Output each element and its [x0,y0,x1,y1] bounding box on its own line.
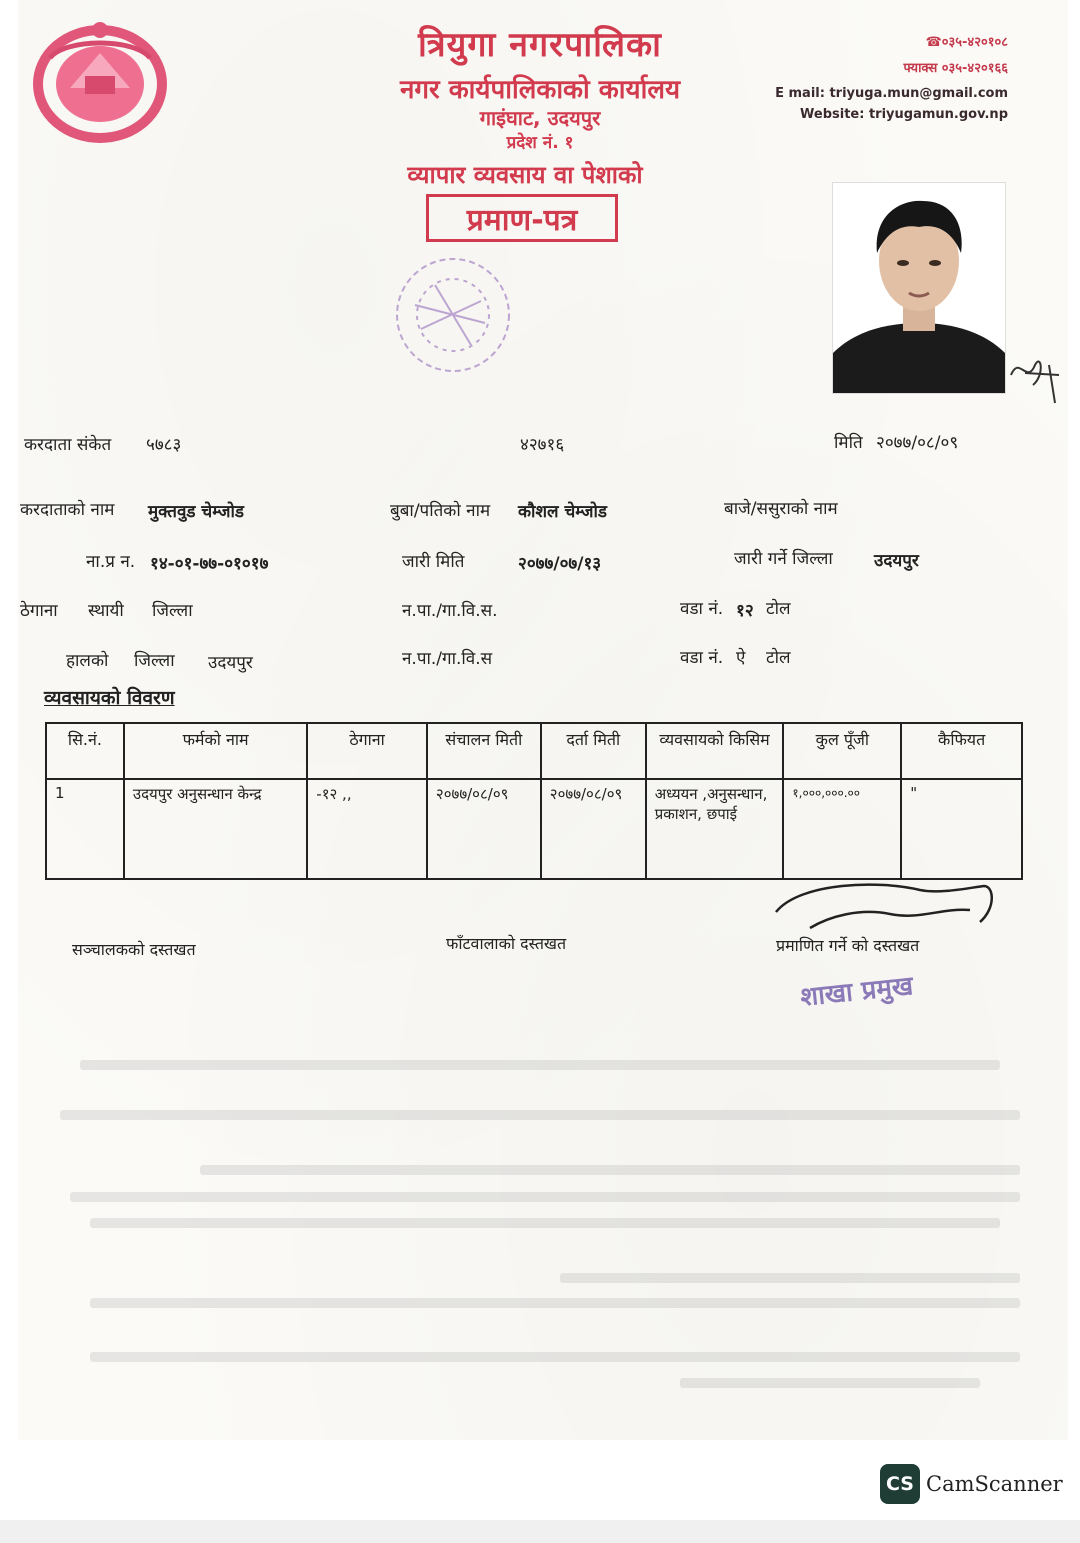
column-header-registration-date: दर्ता मिती [541,723,646,779]
faded-text-line [70,1192,1020,1202]
grandfather-name-label: बाजे/ससुराको नाम [724,499,838,519]
camscanner-logo-icon: CS [880,1464,920,1504]
citizenship-value: १४-०१-७७-०१०१७ [150,554,269,574]
column-header-capital: कुल पूँजी [783,723,901,779]
section-chief-stamp: शाखा प्रमुख [798,971,915,1013]
issue-district-label: जारी गर्ने जिल्ला [734,549,833,569]
date-label: मिति [834,433,863,453]
registration-number: ४२७१६ [520,435,565,455]
faded-text-line [680,1378,980,1388]
fatwala-signature-label: फाँटवालाको दस्तखत [446,934,567,953]
current-ward-label: वडा नं. [680,648,724,668]
table-header-row [46,723,1022,779]
cell-address: -१२ ,, [307,779,427,879]
issue-district-value: उदयपुर [874,551,919,571]
date-value: २०७७/०८/०९ [876,433,959,453]
permanent-ward-value: १२ [736,601,754,621]
municipality-name: त्रियुगा नगरपालिका [418,25,662,65]
current-municipality-label: न.पा./गा.वि.स [402,649,493,669]
taxpayer-code-value: ५७८३ [146,435,182,455]
taxpayer-name-label: करदाताको नाम [20,500,115,520]
current-ward-value: ऐ [736,648,746,668]
current-district-value: उदयपुर [208,653,253,673]
website-address: Website: triyugamun.gov.np [800,107,1008,122]
faded-text-line [60,1110,1020,1120]
father-name-label: बुबा/पतिको नाम [390,501,491,521]
table-row [46,779,1022,879]
faded-text-line [560,1273,1020,1283]
business-table [45,722,1023,880]
column-header-remarks: कैफियत [901,723,1022,779]
province-number: प्रदेश नं. १ [506,133,574,153]
column-header-business-type: व्यवसायको किसिम [646,723,784,779]
issue-date-value: २०७७/०७/१३ [518,554,602,574]
column-header-sn: सि.नं. [46,723,124,779]
cell-operation-date: २०७७/०८/०९ [427,779,541,879]
column-header-operation-date: संचालन मिती [427,723,541,779]
permanent-type: स्थायी [88,601,124,621]
permanent-address-label: ठेगाना [20,601,58,621]
current-district-label: जिल्ला [134,651,175,671]
email-address: E mail: triyuga.mun@gmail.com [775,86,1008,101]
faded-text-line [200,1165,1020,1175]
faded-text-line [80,1060,1000,1070]
faded-text-line [90,1298,1020,1308]
person-photo-icon [833,183,1005,393]
cell-capital: १,०००,०००.०० [783,779,901,879]
business-section-title: व्यवसायको विवरण [44,687,175,709]
bottom-edge [0,1520,1080,1543]
column-header-firm: फर्मको नाम [124,723,307,779]
office-address: गाइंघाट, उदयपुर [479,106,601,130]
faded-text-line [90,1352,1020,1362]
issue-date-label: जारी मिति [402,552,465,572]
cell-business-type: अध्ययन ,अनुसन्धान, प्रकाशन, छपाई [646,779,784,879]
faded-text-line [90,1218,1000,1228]
column-header-address: ठेगाना [307,723,427,779]
office-name: नगर कार्यपालिकाको कार्यालय [399,75,681,105]
certificate-subject: व्यापार व्यवसाय वा पेशाको [407,161,643,189]
permanent-tole-label: टोल [766,599,791,619]
photo-signature-icon [1005,345,1065,405]
father-name-value: कौशल चेम्जोड [518,502,607,522]
cell-firm-name: उदयपुर अनुसन्धान केन्द्र [124,779,307,879]
applicant-photo [832,182,1006,394]
cell-sn: 1 [46,779,124,879]
fax-number: फ्याक्स ०३५-४२०१६६ [903,61,1008,76]
taxpayer-name-value: मुक्तवुड चेम्जोड [148,502,244,522]
office-seal-stamp-icon [385,245,520,385]
certifier-signature-label: प्रमाणित गर्ने को दस्तखत [776,936,920,955]
current-address-label: हालको [66,651,109,671]
certificate-title: प्रमाण-पत्र [426,194,618,242]
camscanner-label: CamScanner [926,1472,1063,1496]
cell-remarks: " [901,779,1022,879]
permanent-district-label: जिल्ला [152,601,193,621]
certifier-signature-icon [770,878,1000,940]
operator-signature-label: सञ्चालकको दस्तखत [72,940,196,959]
citizenship-label: ना.प्र न. [86,552,136,572]
permanent-ward-label: वडा नं. [680,599,724,619]
cell-registration-date: २०७७/०८/०९ [541,779,646,879]
current-tole-label: टोल [766,648,791,668]
taxpayer-code-label: करदाता संकेत [24,435,112,455]
permanent-municipality-label: न.पा./गा.वि.स. [402,601,498,621]
phone-number: ☎०३५-४२०१०८ [925,35,1008,50]
